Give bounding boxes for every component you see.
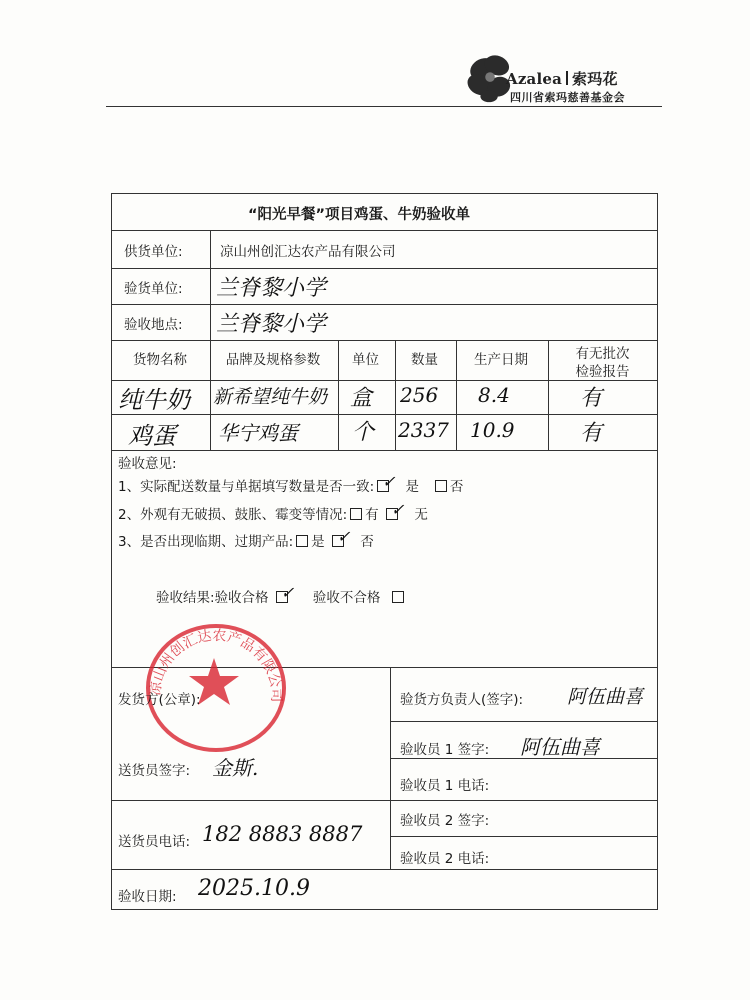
q1-check-mark: ✓ xyxy=(382,472,396,491)
supplier-seal-label: 发货方(公章): xyxy=(118,692,201,708)
location-value: 兰脊黎小学 xyxy=(216,312,327,337)
date-label: 验收日期: xyxy=(118,889,177,905)
supplier-value: 凉山州创汇达农产品有限公司 xyxy=(220,244,396,260)
deliverer-phone-value: 182 8883 8887 xyxy=(202,822,363,846)
q3-check-mark: ✓ xyxy=(336,527,351,546)
row2-name: 鸡蛋 xyxy=(128,422,176,450)
col-report-2: 检验报告 xyxy=(575,364,630,380)
checker-head-label: 验货方负责人(签字): xyxy=(400,692,524,708)
col-name: 货物名称 xyxy=(133,352,187,368)
row2-date: 10.9 xyxy=(470,418,515,442)
receiver-value: 兰脊黎小学 xyxy=(216,276,327,301)
seal-text: 凉山州创汇达农产品有限公司 xyxy=(147,627,285,703)
col-unit: 单位 xyxy=(352,352,379,368)
q1-no-checkbox[interactable] xyxy=(435,480,447,492)
question-2: 2、外观有无破损、鼓胀、霉变等情况: 有 ✓ 无 xyxy=(118,500,428,523)
acceptance-form xyxy=(111,193,658,910)
row1-qty: 256 xyxy=(400,383,439,407)
question-3: 3、是否出现临期、过期产品: 是 ✓ 否 xyxy=(118,527,374,550)
location-label: 验收地点: xyxy=(124,317,183,333)
inspector1-label: 验收员 1 签字: xyxy=(400,742,490,758)
row2-qty: 2337 xyxy=(398,418,449,442)
q3-yes-checkbox[interactable] xyxy=(296,535,308,547)
row1-unit: 盒 xyxy=(350,386,373,411)
receiver-label: 验货单位: xyxy=(124,281,183,297)
supplier-label: 供货单位: xyxy=(124,244,183,260)
logo-brand: Azalea 索玛花 xyxy=(506,70,618,88)
logo-org: 四川省索玛慈善基金会 xyxy=(510,91,625,104)
q2-have-checkbox[interactable] xyxy=(350,508,362,520)
deliverer-label: 送货员签字: xyxy=(118,763,191,779)
header-divider xyxy=(106,106,662,107)
deliverer-phone-label: 送货员电话: xyxy=(118,834,191,850)
inspector2-phone-label: 验收员 2 电话: xyxy=(400,851,490,867)
col-report-1: 有无批次 xyxy=(575,346,630,362)
inspector2-label: 验收员 2 签字: xyxy=(400,813,490,829)
acceptance-result: 验收结果:验收合格 ✓ 验收不合格 xyxy=(156,586,407,606)
pass-check-mark: ✓ xyxy=(280,583,295,602)
row1-date: 8.4 xyxy=(478,383,510,407)
row1-brand: 新希望纯牛奶 xyxy=(213,386,328,408)
q2-check-mark: ✓ xyxy=(390,500,405,519)
inspector1-phone-label: 验收员 1 电话: xyxy=(400,778,490,794)
form-title: “阳光早餐”项目鸡蛋、牛奶验收单 xyxy=(248,207,471,223)
col-date: 生产日期 xyxy=(474,352,528,368)
col-brand: 品牌及规格参数 xyxy=(225,352,321,368)
checker-head-value: 阿伍曲喜 xyxy=(567,686,644,708)
row2-report: 有 xyxy=(580,421,603,446)
fail-checkbox[interactable] xyxy=(392,591,404,603)
opinion-label: 验收意见: xyxy=(118,456,177,472)
row1-name: 纯牛奶 xyxy=(118,386,190,414)
row1-report: 有 xyxy=(580,386,603,411)
col-qty: 数量 xyxy=(411,352,438,368)
date-value: 2025.10.9 xyxy=(198,876,310,901)
deliverer-value: 金斯. xyxy=(212,756,259,780)
question-1: 1、实际配送数量与单据填写数量是否一致: ✓ 是 否 xyxy=(118,472,464,495)
row2-brand: 华宁鸡蛋 xyxy=(218,421,298,445)
inspector1-value: 阿伍曲喜 xyxy=(520,735,600,759)
row2-unit: 个 xyxy=(352,420,375,445)
